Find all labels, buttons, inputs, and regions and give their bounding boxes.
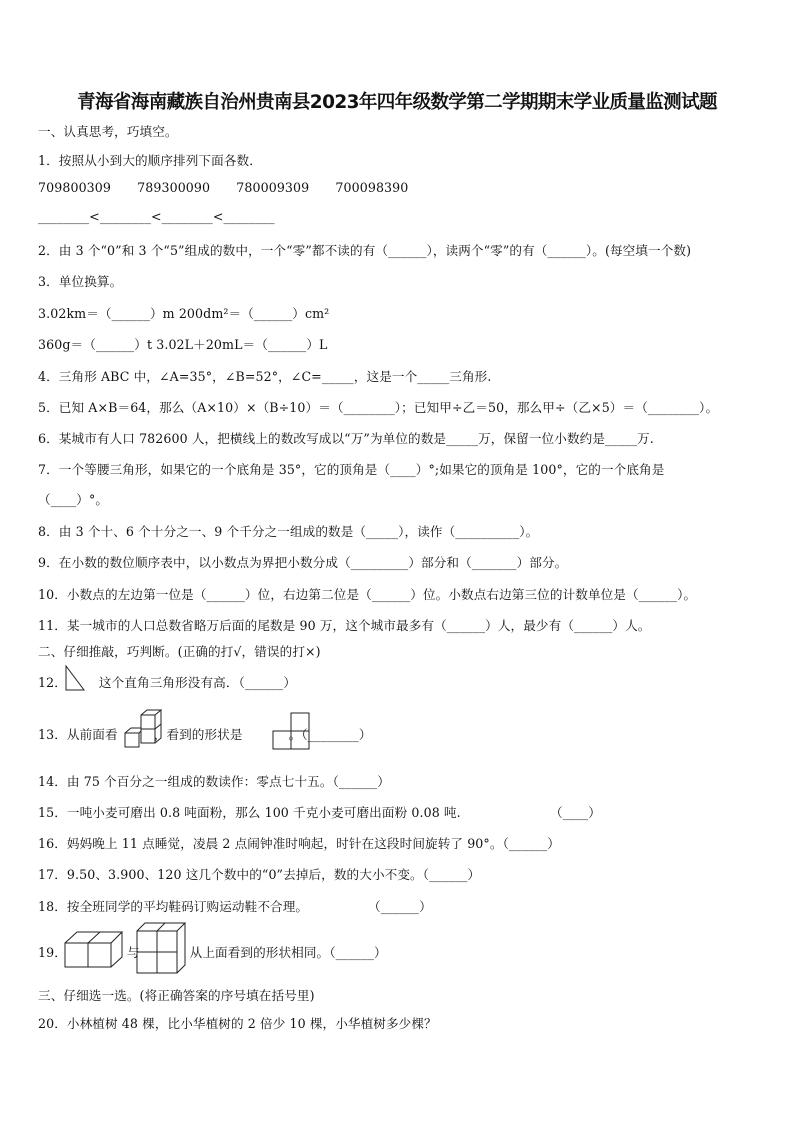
question-2: 2．由 3 个“0”和 3 个“5”组成的数中，一个“零”都不读的有（______），读两个“零”的有（______）。(每空填一个数) — [38, 243, 692, 258]
question-11: 11．某一城市的人口总数省略万后面的尾数是 90 万，这个城市最多有（______）人，最少有（______）人。 — [38, 618, 651, 633]
question-19-middle: 与 — [126, 945, 140, 960]
question-3-line-2: 360g＝（______）t 3.02L＋20mL＝（______）L — [38, 337, 328, 352]
question-19-end: 从上面看到的形状相同。（______） — [189, 945, 387, 960]
question-1-blanks: ________<________<________<________ — [38, 209, 275, 224]
question-13-end: 。（________） — [288, 727, 372, 742]
section-1-heading: 一、认真思考，巧填空。 — [38, 124, 178, 139]
square-grid-figure — [136, 922, 186, 974]
question-1: 1．按照从小到大的顺序排列下面各数． — [38, 153, 262, 168]
question-1-numbers — [38, 180, 430, 195]
question-5: 5．已知 A×B＝64，那么（A×10）×（B÷10）＝（________）；已知甲÷乙＝50，那么甲÷（乙×5）＝（________）。 — [38, 400, 719, 415]
question-14: 14．由 75 个百分之一组成的数读作：零点七十五。（______） — [38, 774, 390, 789]
question-12-text: 这个直角三角形没有高．（______） — [98, 675, 297, 690]
question-17: 17．9.50、3.900、120 这几个数中的“0”去掉后，数的大小不变。（______） — [38, 867, 481, 882]
number-4: 700098390 — [335, 180, 409, 195]
front-view-shape-figure — [270, 712, 314, 750]
cuboid-figure — [64, 930, 124, 968]
question-6: 6．某城市有人口 782600 人，把横线上的数改写成以“万”为单位的数是_____万，保留一位小数约是_____万. — [38, 431, 654, 446]
question-3-line-1: 3.02km＝（______）m 200dm²＝（______）cm² — [38, 306, 330, 321]
question-18: 18．按全班同学的平均鞋码订购运动鞋不合理。 — [38, 899, 309, 914]
question-13-start: 13．从前面看 — [38, 727, 118, 742]
section-3-heading: 三、仔细选一选。(将正确答案的序号填在括号里) — [38, 988, 315, 1003]
question-4: 4．三角形 ABC 中，∠A=35°，∠B=52°，∠C=_____，这是一个_____三角形. — [38, 369, 492, 384]
page-title: 青海省海南藏族自治州贵南县2023年四年级数学第二学期期末学业质量监测试题 — [77, 92, 717, 113]
question-16: 16．妈妈晚上 11 点睡觉，凌晨 2 点闹钟准时响起，时针在这段时间旋转了 90°。（______） — [38, 836, 560, 851]
question-19-number: 19． — [38, 945, 67, 960]
question-15-blank: （____） — [550, 805, 601, 820]
question-15: 15．一吨小麦可磨出 0.8 吨面粉，那么 100 千克小麦可磨出面粉 0.08 吨. — [38, 805, 461, 820]
question-7-line-1: 7．一个等腰三角形，如果它的一个底角是 35°，它的顶角是（____）°;如果它的顶角是 100°，它的一个底角是 — [38, 462, 665, 477]
question-8: 8．由 3 个十、6 个十分之一、9 个千分之一组成的数是（_____），读作（__________）。 — [38, 524, 539, 539]
question-7-line-2: （____）°。 — [38, 492, 109, 507]
question-13-middle: ，看到的形状是 — [153, 727, 243, 742]
question-3: 3．单位换算。 — [38, 274, 123, 289]
question-12-number: 12． — [38, 675, 67, 690]
question-18-blank: （______） — [368, 899, 432, 914]
question-13 — [38, 724, 372, 743]
section-2-heading: 二、仔细推敲，巧判断。(正确的打√，错误的打×) — [38, 644, 321, 659]
question-20: 20．小林植树 48 棵，比小华植树的 2 倍少 10 棵，小华植树多少棵？ — [38, 1016, 437, 1031]
number-2: 789300090 — [137, 180, 211, 195]
number-1: 709800309 — [38, 180, 112, 195]
number-3: 780009309 — [236, 180, 310, 195]
cube-stack-figure — [121, 709, 163, 749]
question-9: 9．在小数的数位顺序表中，以小数点为界把小数分成（_________）部分和（_______）部分。 — [38, 555, 568, 570]
right-triangle-figure — [64, 664, 86, 692]
question-10: 10．小数点的左边第一位是（______）位，右边第二位是（______）位。小数点右边第三位的计数单位是（______）。 — [38, 587, 697, 602]
